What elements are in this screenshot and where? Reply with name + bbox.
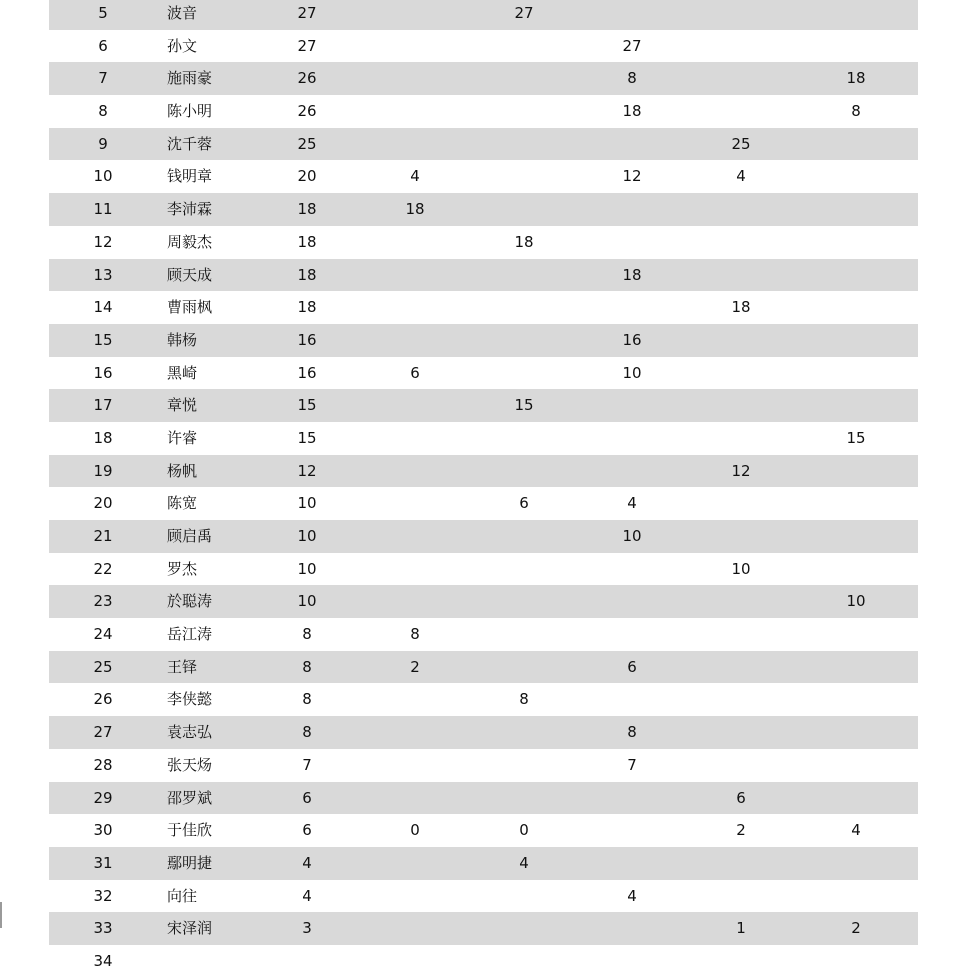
round-1-score-cell xyxy=(385,422,445,455)
table-row xyxy=(49,880,918,913)
round-2-score-cell: 0 xyxy=(519,821,529,840)
name-cell: 黑崎 xyxy=(167,363,198,382)
round-3-score-cell xyxy=(602,683,662,716)
table-row xyxy=(49,259,918,292)
rank-cell: 10 xyxy=(93,167,113,186)
round-3-score-cell: 6 xyxy=(627,657,637,676)
round-2-score-cell xyxy=(494,357,554,390)
round-5-score-cell xyxy=(826,357,886,390)
total-score-cell: 8 xyxy=(302,723,312,742)
round-3-score-cell: 16 xyxy=(622,330,642,349)
table-row xyxy=(49,912,918,945)
round-2-score-cell xyxy=(494,291,554,324)
rank-cell: 26 xyxy=(93,690,113,709)
round-3-score-cell xyxy=(602,945,662,978)
rank-cell: 20 xyxy=(93,494,113,513)
total-score-cell: 27 xyxy=(297,36,317,55)
total-score-cell: 8 xyxy=(302,625,312,644)
round-3-score-cell: 8 xyxy=(627,69,637,88)
round-4-score-cell xyxy=(711,749,771,782)
round-3-score-cell xyxy=(602,553,662,586)
round-1-score-cell xyxy=(385,62,445,95)
round-3-score-cell: 27 xyxy=(622,36,642,55)
round-4-score-cell xyxy=(711,0,771,30)
total-score-cell: 10 xyxy=(297,494,317,513)
total-score-cell: 27 xyxy=(297,4,317,22)
round-5-score-cell xyxy=(826,389,886,422)
round-1-score-cell xyxy=(385,945,445,978)
round-5-score-cell xyxy=(826,716,886,749)
round-1-score-cell: 2 xyxy=(410,657,420,676)
round-5-score-cell: 4 xyxy=(851,821,861,840)
round-2-score-cell xyxy=(494,945,554,978)
rank-cell: 32 xyxy=(93,886,113,905)
round-5-score-cell xyxy=(826,226,886,259)
round-1-score-cell xyxy=(385,30,445,63)
round-1-score-cell xyxy=(385,585,445,618)
rank-cell: 9 xyxy=(98,134,108,153)
name-cell: 王铎 xyxy=(167,657,198,676)
round-4-score-cell: 2 xyxy=(736,821,746,840)
name-cell: 向往 xyxy=(167,886,198,905)
round-4-score-cell xyxy=(711,683,771,716)
round-4-score-cell xyxy=(711,95,771,128)
rank-cell: 7 xyxy=(98,69,108,88)
round-5-score-cell xyxy=(826,749,886,782)
rank-cell: 31 xyxy=(93,853,113,872)
name-cell: 施雨豪 xyxy=(167,69,213,88)
round-5-score-cell xyxy=(826,683,886,716)
round-2-score-cell xyxy=(494,62,554,95)
name-cell: 於聪涛 xyxy=(167,592,213,611)
round-5-score-cell xyxy=(826,0,886,30)
round-4-score-cell xyxy=(711,585,771,618)
table-row xyxy=(49,160,918,193)
round-5-score-cell: 18 xyxy=(846,69,866,88)
round-5-score-cell xyxy=(826,651,886,684)
total-score-cell: 4 xyxy=(302,886,312,905)
round-2-score-cell xyxy=(494,455,554,488)
round-4-score-cell: 6 xyxy=(736,788,746,807)
round-3-score-cell xyxy=(602,389,662,422)
rank-cell: 13 xyxy=(93,265,113,284)
round-3-score-cell xyxy=(602,618,662,651)
round-4-score-cell: 4 xyxy=(736,167,746,186)
rank-cell: 28 xyxy=(93,755,113,774)
table-row xyxy=(49,291,918,324)
total-score-cell: 10 xyxy=(297,592,317,611)
rank-cell: 30 xyxy=(93,821,113,840)
round-5-score-cell xyxy=(826,618,886,651)
name-cell: 宋泽润 xyxy=(167,919,213,938)
total-score-cell: 18 xyxy=(297,298,317,317)
table-row xyxy=(49,455,918,488)
round-5-score-cell: 15 xyxy=(846,428,866,447)
table-row xyxy=(49,716,918,749)
table-row xyxy=(49,749,918,782)
round-1-score-cell: 8 xyxy=(410,625,420,644)
round-4-score-cell xyxy=(711,945,771,978)
name-cell: 顾启禹 xyxy=(167,527,213,545)
round-2-score-cell xyxy=(494,95,554,128)
name-cell: 周毅杰 xyxy=(167,232,213,251)
table-row xyxy=(49,193,918,226)
round-3-score-cell xyxy=(602,128,662,161)
table-row xyxy=(49,357,918,390)
round-3-score-cell xyxy=(602,585,662,618)
round-3-score-cell xyxy=(602,455,662,488)
rank-cell: 6 xyxy=(98,36,108,55)
round-1-score-cell xyxy=(385,749,445,782)
rank-cell: 21 xyxy=(93,527,113,545)
round-5-score-cell xyxy=(826,487,886,520)
round-3-score-cell xyxy=(602,291,662,324)
total-score-cell: 15 xyxy=(297,396,317,415)
round-4-score-cell xyxy=(711,422,771,455)
name-cell: 张天炀 xyxy=(167,755,213,774)
round-2-score-cell xyxy=(494,30,554,63)
table-row xyxy=(49,618,918,651)
round-1-score-cell xyxy=(385,0,445,30)
table-row xyxy=(49,30,918,63)
round-5-score-cell xyxy=(826,455,886,488)
table-row xyxy=(49,128,918,161)
round-2-score-cell xyxy=(494,880,554,913)
rank-cell: 5 xyxy=(98,4,108,22)
round-3-score-cell: 12 xyxy=(622,167,642,186)
round-2-score-cell xyxy=(494,618,554,651)
rank-cell: 19 xyxy=(93,461,113,480)
round-5-score-cell xyxy=(826,30,886,63)
round-4-score-cell xyxy=(711,847,771,880)
round-4-score-cell: 25 xyxy=(731,134,751,153)
round-4-score-cell xyxy=(711,880,771,913)
round-3-score-cell xyxy=(602,847,662,880)
table-row xyxy=(49,585,918,618)
round-4-score-cell xyxy=(711,30,771,63)
round-2-score-cell xyxy=(494,160,554,193)
round-4-score-cell: 18 xyxy=(731,298,751,317)
total-score-cell: 10 xyxy=(297,527,317,545)
round-5-score-cell: 2 xyxy=(851,919,861,938)
round-2-score-cell xyxy=(494,324,554,357)
round-3-score-cell: 18 xyxy=(622,102,642,121)
round-1-score-cell xyxy=(385,716,445,749)
table-row xyxy=(49,782,918,815)
round-4-score-cell xyxy=(711,62,771,95)
round-5-score-cell xyxy=(826,291,886,324)
total-score-cell: 15 xyxy=(297,428,317,447)
name-cell: 于佳欣 xyxy=(167,821,213,840)
rank-cell: 22 xyxy=(93,559,113,578)
rank-cell: 17 xyxy=(93,396,113,415)
round-1-score-cell xyxy=(385,455,445,488)
round-3-score-cell: 8 xyxy=(627,723,637,742)
round-4-score-cell xyxy=(711,487,771,520)
table-row xyxy=(49,945,918,978)
round-3-score-cell xyxy=(602,193,662,226)
rank-cell: 24 xyxy=(93,625,113,644)
rank-cell: 16 xyxy=(93,363,113,382)
round-2-score-cell xyxy=(494,716,554,749)
round-5-score-cell: 10 xyxy=(846,592,866,611)
table-row xyxy=(49,422,918,455)
round-4-score-cell: 10 xyxy=(731,559,751,578)
total-score-cell: 18 xyxy=(297,200,317,219)
round-1-score-cell xyxy=(385,683,445,716)
total-score-cell xyxy=(277,945,337,978)
round-2-score-cell xyxy=(494,193,554,226)
round-5-score-cell xyxy=(826,945,886,978)
rank-cell: 18 xyxy=(93,428,113,447)
round-4-score-cell: 12 xyxy=(731,461,751,480)
round-1-score-cell xyxy=(385,880,445,913)
round-2-score-cell xyxy=(494,520,554,553)
name-cell: 章悦 xyxy=(167,396,198,415)
round-2-score-cell xyxy=(494,422,554,455)
round-1-score-cell xyxy=(385,847,445,880)
table-row xyxy=(49,389,918,422)
round-1-score-cell xyxy=(385,912,445,945)
total-score-cell: 16 xyxy=(297,363,317,382)
round-2-score-cell xyxy=(494,912,554,945)
round-2-score-cell: 27 xyxy=(514,4,534,22)
table-row xyxy=(49,651,918,684)
round-4-score-cell xyxy=(711,716,771,749)
total-score-cell: 3 xyxy=(302,919,312,938)
round-4-score-cell xyxy=(711,259,771,292)
round-1-score-cell xyxy=(385,487,445,520)
name-cell xyxy=(167,945,247,978)
name-cell: 孙文 xyxy=(167,36,198,55)
round-1-score-cell: 18 xyxy=(405,200,425,219)
round-5-score-cell xyxy=(826,880,886,913)
round-1-score-cell xyxy=(385,520,445,553)
name-cell: 顾天成 xyxy=(167,265,213,284)
total-score-cell: 4 xyxy=(302,853,312,872)
table-row xyxy=(49,553,918,586)
round-3-score-cell xyxy=(602,814,662,847)
round-5-score-cell xyxy=(826,324,886,357)
table-row xyxy=(49,814,918,847)
table-row xyxy=(49,487,918,520)
rank-cell: 14 xyxy=(93,298,113,317)
total-score-cell: 20 xyxy=(297,167,317,186)
round-1-score-cell xyxy=(385,259,445,292)
round-1-score-cell xyxy=(385,324,445,357)
round-5-score-cell xyxy=(826,847,886,880)
table-row xyxy=(49,520,918,553)
round-5-score-cell xyxy=(826,553,886,586)
round-1-score-cell xyxy=(385,389,445,422)
name-cell: 鄢明捷 xyxy=(167,853,213,872)
rank-cell: 25 xyxy=(93,657,113,676)
round-2-score-cell xyxy=(494,651,554,684)
round-4-score-cell xyxy=(711,520,771,553)
round-4-score-cell xyxy=(711,618,771,651)
standings-table xyxy=(49,0,918,978)
rank-cell: 15 xyxy=(93,330,113,349)
name-cell: 波音 xyxy=(167,4,198,22)
round-2-score-cell xyxy=(494,585,554,618)
name-cell: 袁志弘 xyxy=(167,723,213,742)
page-edge-mark xyxy=(0,902,2,928)
round-3-score-cell: 10 xyxy=(622,363,642,382)
round-4-score-cell xyxy=(711,193,771,226)
name-cell: 韩杨 xyxy=(167,330,198,349)
round-2-score-cell xyxy=(494,128,554,161)
round-5-score-cell xyxy=(826,782,886,815)
total-score-cell: 6 xyxy=(302,788,312,807)
table-row xyxy=(49,683,918,716)
rank-cell: 12 xyxy=(93,232,113,251)
table-row xyxy=(49,324,918,357)
round-2-score-cell: 18 xyxy=(514,232,534,251)
table-row xyxy=(49,847,918,880)
round-5-score-cell xyxy=(826,160,886,193)
round-3-score-cell: 4 xyxy=(627,886,637,905)
round-4-score-cell xyxy=(711,651,771,684)
name-cell: 岳江涛 xyxy=(167,625,213,644)
round-3-score-cell xyxy=(602,0,662,30)
round-5-score-cell: 8 xyxy=(851,102,861,121)
round-3-score-cell xyxy=(602,226,662,259)
round-1-score-cell: 0 xyxy=(410,821,420,840)
total-score-cell: 18 xyxy=(297,265,317,284)
round-5-score-cell xyxy=(826,520,886,553)
round-1-score-cell xyxy=(385,226,445,259)
round-4-score-cell xyxy=(711,226,771,259)
total-score-cell: 26 xyxy=(297,69,317,88)
table-row xyxy=(49,62,918,95)
round-4-score-cell xyxy=(711,389,771,422)
name-cell: 罗杰 xyxy=(167,559,198,578)
total-score-cell: 18 xyxy=(297,232,317,251)
name-cell: 杨帆 xyxy=(167,461,198,480)
total-score-cell: 8 xyxy=(302,690,312,709)
name-cell: 曹雨枫 xyxy=(167,298,213,317)
round-2-score-cell xyxy=(494,782,554,815)
round-2-score-cell: 6 xyxy=(519,494,529,513)
rank-cell: 8 xyxy=(98,102,108,121)
round-1-score-cell: 4 xyxy=(410,167,420,186)
round-1-score-cell xyxy=(385,128,445,161)
round-4-score-cell xyxy=(711,357,771,390)
total-score-cell: 10 xyxy=(297,559,317,578)
round-3-score-cell: 7 xyxy=(627,755,637,774)
round-3-score-cell xyxy=(602,782,662,815)
rank-cell: 11 xyxy=(93,200,113,219)
round-1-score-cell xyxy=(385,291,445,324)
round-3-score-cell: 4 xyxy=(627,494,637,513)
name-cell: 李沛霖 xyxy=(167,200,213,219)
round-2-score-cell xyxy=(494,749,554,782)
total-score-cell: 6 xyxy=(302,821,312,840)
round-3-score-cell xyxy=(602,422,662,455)
round-1-score-cell: 6 xyxy=(410,363,420,382)
total-score-cell: 7 xyxy=(302,755,312,774)
name-cell: 邵罗斌 xyxy=(167,788,213,807)
round-1-score-cell xyxy=(385,553,445,586)
table-row xyxy=(49,95,918,128)
round-2-score-cell: 4 xyxy=(519,853,529,872)
total-score-cell: 25 xyxy=(297,134,317,153)
table-row xyxy=(49,226,918,259)
total-score-cell: 12 xyxy=(297,461,317,480)
round-2-score-cell: 15 xyxy=(514,396,534,415)
round-1-score-cell xyxy=(385,782,445,815)
round-4-score-cell xyxy=(711,324,771,357)
rank-cell: 34 xyxy=(93,951,113,970)
total-score-cell: 8 xyxy=(302,657,312,676)
round-3-score-cell xyxy=(602,912,662,945)
name-cell: 许睿 xyxy=(167,428,198,447)
round-1-score-cell xyxy=(385,95,445,128)
name-cell: 李侠懿 xyxy=(167,690,213,709)
round-5-score-cell xyxy=(826,193,886,226)
table-row xyxy=(49,0,918,30)
total-score-cell: 26 xyxy=(297,102,317,121)
round-5-score-cell xyxy=(826,128,886,161)
round-2-score-cell xyxy=(494,259,554,292)
round-2-score-cell xyxy=(494,553,554,586)
round-2-score-cell: 8 xyxy=(519,690,529,709)
round-3-score-cell: 18 xyxy=(622,265,642,284)
rank-cell: 27 xyxy=(93,723,113,742)
rank-cell: 23 xyxy=(93,592,113,611)
round-3-score-cell: 10 xyxy=(622,527,642,545)
rank-cell: 33 xyxy=(93,919,113,938)
name-cell: 陈小明 xyxy=(167,102,213,121)
total-score-cell: 16 xyxy=(297,330,317,349)
rank-cell: 29 xyxy=(93,788,113,807)
round-4-score-cell: 1 xyxy=(736,919,746,938)
name-cell: 钱明章 xyxy=(167,167,213,186)
name-cell: 沈千蓉 xyxy=(167,134,213,153)
round-5-score-cell xyxy=(826,259,886,292)
name-cell: 陈宽 xyxy=(167,494,198,513)
